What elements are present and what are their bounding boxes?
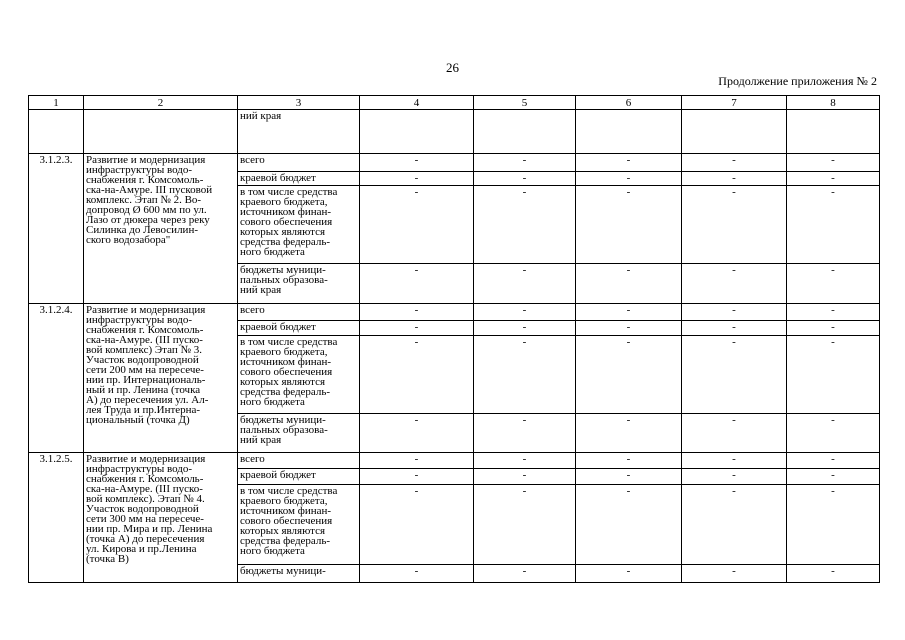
value-cell: -: [576, 414, 682, 453]
value-cell: -: [682, 453, 787, 469]
empty-cell: [474, 110, 576, 154]
value-cell: -: [474, 264, 576, 304]
item-number: 3.1.2.3.: [29, 154, 84, 304]
table-row: [29, 154, 880, 172]
value-cell: -: [576, 565, 682, 583]
column-header: 7: [682, 96, 787, 110]
funding-source: [238, 453, 360, 469]
item-name-line: ный и пр. Ленина (точка: [86, 384, 201, 396]
column-header: 1: [29, 96, 84, 110]
funding-source-line: краевой бюджет: [240, 172, 316, 184]
funding-source: [238, 336, 360, 414]
empty-cell: [682, 110, 787, 154]
page-number: 26: [446, 60, 459, 75]
table-body: [29, 96, 880, 583]
item-name-line: вой комплекс). Этап № 4.: [86, 493, 205, 505]
funding-source-line: ного бюджета: [240, 246, 305, 258]
value-cell: -: [787, 336, 880, 414]
value-cell: -: [360, 336, 474, 414]
value-cell: -: [682, 321, 787, 336]
item-name-line: Развитие и модернизация: [86, 453, 206, 465]
item-name-line: снабжения г. Комсомоль-: [86, 324, 204, 336]
funding-source: [238, 186, 360, 264]
value-cell: -: [787, 453, 880, 469]
value-cell: -: [474, 485, 576, 565]
value-cell: -: [682, 186, 787, 264]
funding-source-line: ного бюджета: [240, 545, 305, 557]
funding-source: [238, 172, 360, 186]
item-name-line: ского водозабора": [86, 234, 171, 246]
value-cell: -: [474, 336, 576, 414]
appendix-caption: Продолжение приложения № 2: [718, 74, 877, 88]
funding-source-line: в том числе средства: [240, 186, 338, 198]
funding-source-line: краевого бюджета,: [240, 346, 328, 358]
value-cell: -: [576, 304, 682, 321]
column-header: 3: [238, 96, 360, 110]
funding-source-line: средства федераль-: [240, 236, 331, 248]
item-name-line: нии пр. Интернациональ-: [86, 374, 206, 386]
value-cell: -: [360, 469, 474, 485]
item-name-line: комплекс. Этап № 2. Во-: [86, 194, 202, 206]
value-cell: -: [576, 469, 682, 485]
item-name-line: ска-на-Амуре. (III пуско-: [86, 483, 203, 495]
column-header: 2: [84, 96, 238, 110]
value-cell: -: [682, 264, 787, 304]
funding-source-line: ного бюджета: [240, 396, 305, 408]
funding-source-line: бюджеты муници-: [240, 565, 326, 577]
value-cell: -: [787, 321, 880, 336]
funding-source-line: в том числе средства: [240, 336, 338, 348]
funding-source-line: пальных образова-: [240, 424, 328, 436]
item-name-line: (точка В): [86, 553, 129, 565]
value-cell: -: [787, 485, 880, 565]
value-cell: -: [682, 172, 787, 186]
value-cell: -: [682, 414, 787, 453]
column-number-row: [29, 96, 880, 110]
value-cell: -: [682, 565, 787, 583]
value-cell: -: [682, 485, 787, 565]
value-cell: -: [474, 304, 576, 321]
funding-source-line: краевого бюджета,: [240, 196, 328, 208]
value-cell: -: [576, 321, 682, 336]
item-name-line: Развитие и модернизация: [86, 154, 206, 166]
item-name-line: инфраструктуры водо-: [86, 164, 193, 176]
value-cell: -: [682, 336, 787, 414]
value-cell: -: [576, 453, 682, 469]
value-cell: -: [787, 565, 880, 583]
funding-source: [238, 154, 360, 172]
value-cell: -: [787, 469, 880, 485]
item-name-line: ска-на-Амуре. (III пуско-: [86, 334, 203, 346]
value-cell: -: [682, 304, 787, 321]
item-name: [84, 154, 238, 304]
value-cell: -: [474, 565, 576, 583]
item-name-line: инфраструктуры водо-: [86, 314, 193, 326]
empty-cell: [29, 110, 84, 154]
funding-source-line: средства федераль-: [240, 535, 331, 547]
funding-source: [238, 485, 360, 565]
funding-source-line: пальных образова-: [240, 274, 328, 286]
item-name-line: циональный (точка Д): [86, 414, 190, 426]
value-cell: -: [787, 186, 880, 264]
item-name-line: Силинка до Левосилин-: [86, 224, 198, 236]
column-header: 8: [787, 96, 880, 110]
item-name-line: сети 300 мм на пересече-: [86, 513, 204, 525]
funding-source-line: всего: [240, 304, 265, 316]
value-cell: -: [576, 154, 682, 172]
item-number: 3.1.2.5.: [29, 453, 84, 583]
value-cell: -: [360, 485, 474, 565]
item-name-line: инфраструктуры водо-: [86, 463, 193, 475]
item-name-line: лея Труда и пр.Интерна-: [86, 404, 201, 416]
funding-source-line: источником финан-: [240, 505, 332, 517]
value-cell: -: [787, 414, 880, 453]
empty-cell: [360, 110, 474, 154]
funding-source-line: бюджеты муници-: [240, 414, 326, 426]
funding-source-line: краевой бюджет: [240, 321, 316, 333]
funding-source-line: всего: [240, 154, 265, 166]
value-cell: -: [682, 154, 787, 172]
funding-source-line: которых являются: [240, 376, 326, 388]
value-cell: -: [787, 304, 880, 321]
value-cell: -: [474, 321, 576, 336]
value-cell: -: [360, 264, 474, 304]
value-cell: -: [787, 264, 880, 304]
funding-source: [238, 264, 360, 304]
value-cell: -: [576, 186, 682, 264]
funding-source: [238, 304, 360, 321]
value-cell: -: [360, 154, 474, 172]
funding-source-line: источником финан-: [240, 206, 332, 218]
column-header: 6: [576, 96, 682, 110]
value-cell: -: [576, 336, 682, 414]
empty-cell: [84, 110, 238, 154]
value-cell: -: [474, 186, 576, 264]
item-name-line: А) до пересечения ул. Ал-: [86, 394, 209, 406]
value-cell: -: [474, 172, 576, 186]
item-name-line: снабжения г. Комсомоль-: [86, 473, 204, 485]
value-cell: -: [474, 414, 576, 453]
item-name-line: вой комплекс) Этап № 3.: [86, 344, 202, 356]
item-name: [84, 304, 238, 453]
value-cell: -: [576, 264, 682, 304]
value-cell: -: [474, 154, 576, 172]
value-cell: -: [360, 304, 474, 321]
item-name-line: (точка А) до пересечения: [86, 533, 205, 545]
funding-source: [238, 565, 360, 583]
value-cell: -: [576, 172, 682, 186]
value-cell: -: [682, 469, 787, 485]
funding-source-line: которых являются: [240, 525, 326, 537]
funding-source-line: сового обеспечения: [240, 366, 333, 378]
value-cell: -: [474, 469, 576, 485]
continuation-row: [29, 110, 880, 154]
item-name-line: Лазо от дюкера через реку: [86, 214, 210, 226]
funding-source: [238, 321, 360, 336]
funding-source-line: в том числе средства: [240, 485, 338, 497]
funding-source: [238, 469, 360, 485]
funding-source-line: сового обеспечения: [240, 216, 333, 228]
funding-source-line: средства федераль-: [240, 386, 331, 398]
value-cell: -: [360, 186, 474, 264]
item-name-line: ул. Кирова и пр.Ленина: [86, 543, 197, 555]
item-name-line: снабжения г. Комсомоль-: [86, 174, 204, 186]
value-cell: -: [360, 321, 474, 336]
item-number: 3.1.2.4.: [29, 304, 84, 453]
item-name-line: Участок водопроводной: [86, 503, 199, 515]
column-header: 4: [360, 96, 474, 110]
value-cell: -: [360, 453, 474, 469]
funding-source-line: ний края: [240, 434, 282, 446]
table-row: [29, 453, 880, 469]
value-cell: -: [360, 414, 474, 453]
funding-source-line: краевого бюджета,: [240, 495, 328, 507]
value-cell: -: [474, 453, 576, 469]
value-cell: -: [787, 154, 880, 172]
funding-source-line: краевой бюджет: [240, 469, 316, 481]
empty-cell: [576, 110, 682, 154]
funding-source: [238, 414, 360, 453]
item-name: [84, 453, 238, 583]
value-cell: -: [576, 485, 682, 565]
funding-source-line: источником финан-: [240, 356, 332, 368]
funding-source-line: ний края: [240, 284, 282, 296]
empty-cell: [787, 110, 880, 154]
funding-source-line: которых являются: [240, 226, 326, 238]
value-cell: -: [360, 172, 474, 186]
program-table: [28, 95, 880, 583]
funding-source-line: сового обеспечения: [240, 515, 333, 527]
table-row: [29, 304, 880, 321]
item-name-line: допровод Ø 600 мм по ул.: [86, 204, 207, 216]
funding-source-line: бюджеты муници-: [240, 264, 326, 276]
item-name-line: нии пр. Мира и пр. Ленина: [86, 523, 213, 535]
item-name-line: Участок водопроводной: [86, 354, 199, 366]
source-cell: ний края: [238, 110, 360, 154]
value-cell: -: [787, 172, 880, 186]
item-name-line: сети 200 мм на пересече-: [86, 364, 204, 376]
funding-source-line: всего: [240, 453, 265, 465]
value-cell: -: [360, 565, 474, 583]
column-header: 5: [474, 96, 576, 110]
item-name-line: ска-на-Амуре. III пусковой: [86, 184, 213, 196]
item-name-line: Развитие и модернизация: [86, 304, 206, 316]
